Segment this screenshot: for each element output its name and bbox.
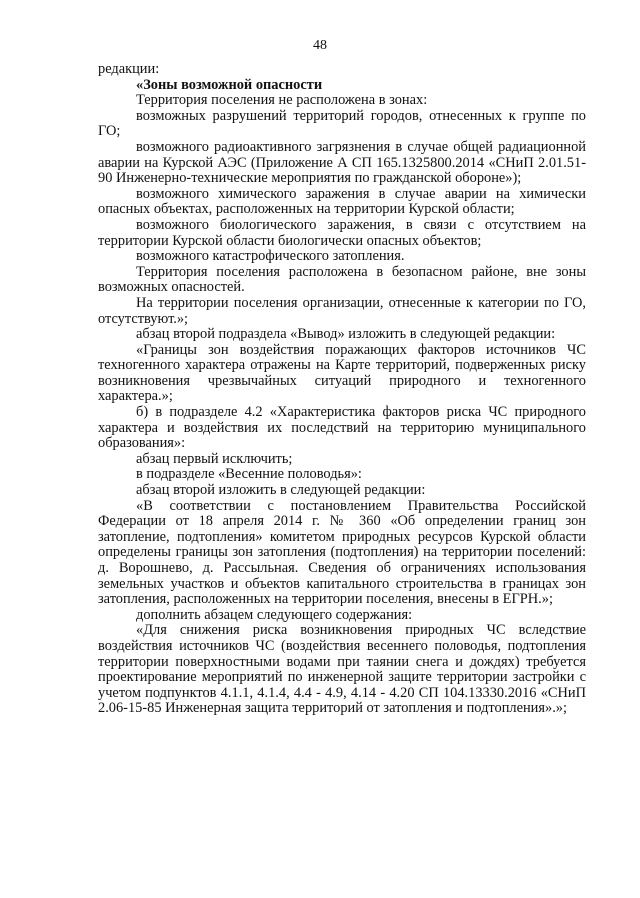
- paragraph: возможного химического заражения в случае аварии на химически опасных объектах, расположенных на территории Курской области;: [98, 185, 586, 218]
- paragraph: Территория поселения не расположена в зонах:: [136, 92, 428, 109]
- paragraph: абзац второй изложить в следующей редакции:: [136, 482, 426, 499]
- paragraph: возможного катастрофического затопления.: [136, 248, 405, 265]
- paragraph: «Границы зон воздействия поражающих факторов источников ЧС техногенного характера отражены на Карте территорий, подверженных риску возникновения чрезвычайных ситуаций природного и техногенного характера.»;: [98, 341, 586, 405]
- paragraph: возможного радиоактивного загрязнения в случае общей радиационной аварии на Курской АЭС (Приложение А СП 165.1325800.2014 «СНиП 2.01.51-90 Инженерно-технические мероприятия по гражданской обороне»);: [98, 138, 586, 187]
- paragraph: в подразделе «Весенние половодья»:: [136, 466, 362, 483]
- document-body: [98, 62, 586, 717]
- paragraph: возможных разрушений территорий городов, отнесенных к группе по ГО;: [98, 107, 586, 140]
- paragraph: редакции:: [98, 61, 160, 77]
- paragraph: «В соответствии с постановлением Правительства Российской Федерации от 18 апреля 2014 г. № 360 «Об определении границ зон затопление, подтопления» комитетом природных ресурсов Курской области определены границы зон затопления (подтопления) на территории поселений: д. Ворошнево, д. Рассыльная. Сведения об ограничениях использования земельных участков и объектов капитального строительства в границах зон затопления, расположенных на территории поселения, внесены в ЕГРН.»;: [98, 497, 586, 608]
- paragraph: «Для снижения риска возникновения природных ЧС вследствие воздействия источников ЧС (воздействия весеннего половодья, подтопления территории поверхностными водами при таянии снега и дождях) требуется проектирование мероприятий по инженерной защите территории застройки с учетом подпунктов 4.1.1, 4.1.4, 4.4 - 4.9, 4.14 - 4.20 СП 104.13330.2016 «СНиП 2.06-15-85 Инженерная защита территорий от затопления и подтопления».»;: [98, 622, 586, 717]
- paragraph: б) в подразделе 4.2 «Характеристика факторов риска ЧС природного характера и воздействия их последствий на территорию муниципального образования»:: [98, 404, 586, 452]
- section-heading: «Зоны возможной опасности: [136, 76, 323, 93]
- page-number: 48: [313, 38, 327, 53]
- paragraph: На территории поселения организации, отнесенные к категории по ГО, отсутствуют.»;: [98, 294, 586, 327]
- paragraph: абзац второй подраздела «Вывод» изложить в следующей редакции:: [136, 326, 556, 343]
- paragraph: возможного биологического заражения, в связи с отсутствием на территории Курской области биологически опасных объектов;: [98, 216, 586, 249]
- paragraph: дополнить абзацем следующего содержания:: [136, 606, 413, 623]
- paragraph: Территория поселения расположена в безопасном районе, вне зоны возможных опасностей.: [98, 263, 586, 296]
- paragraph: абзац первый исключить;: [136, 450, 293, 467]
